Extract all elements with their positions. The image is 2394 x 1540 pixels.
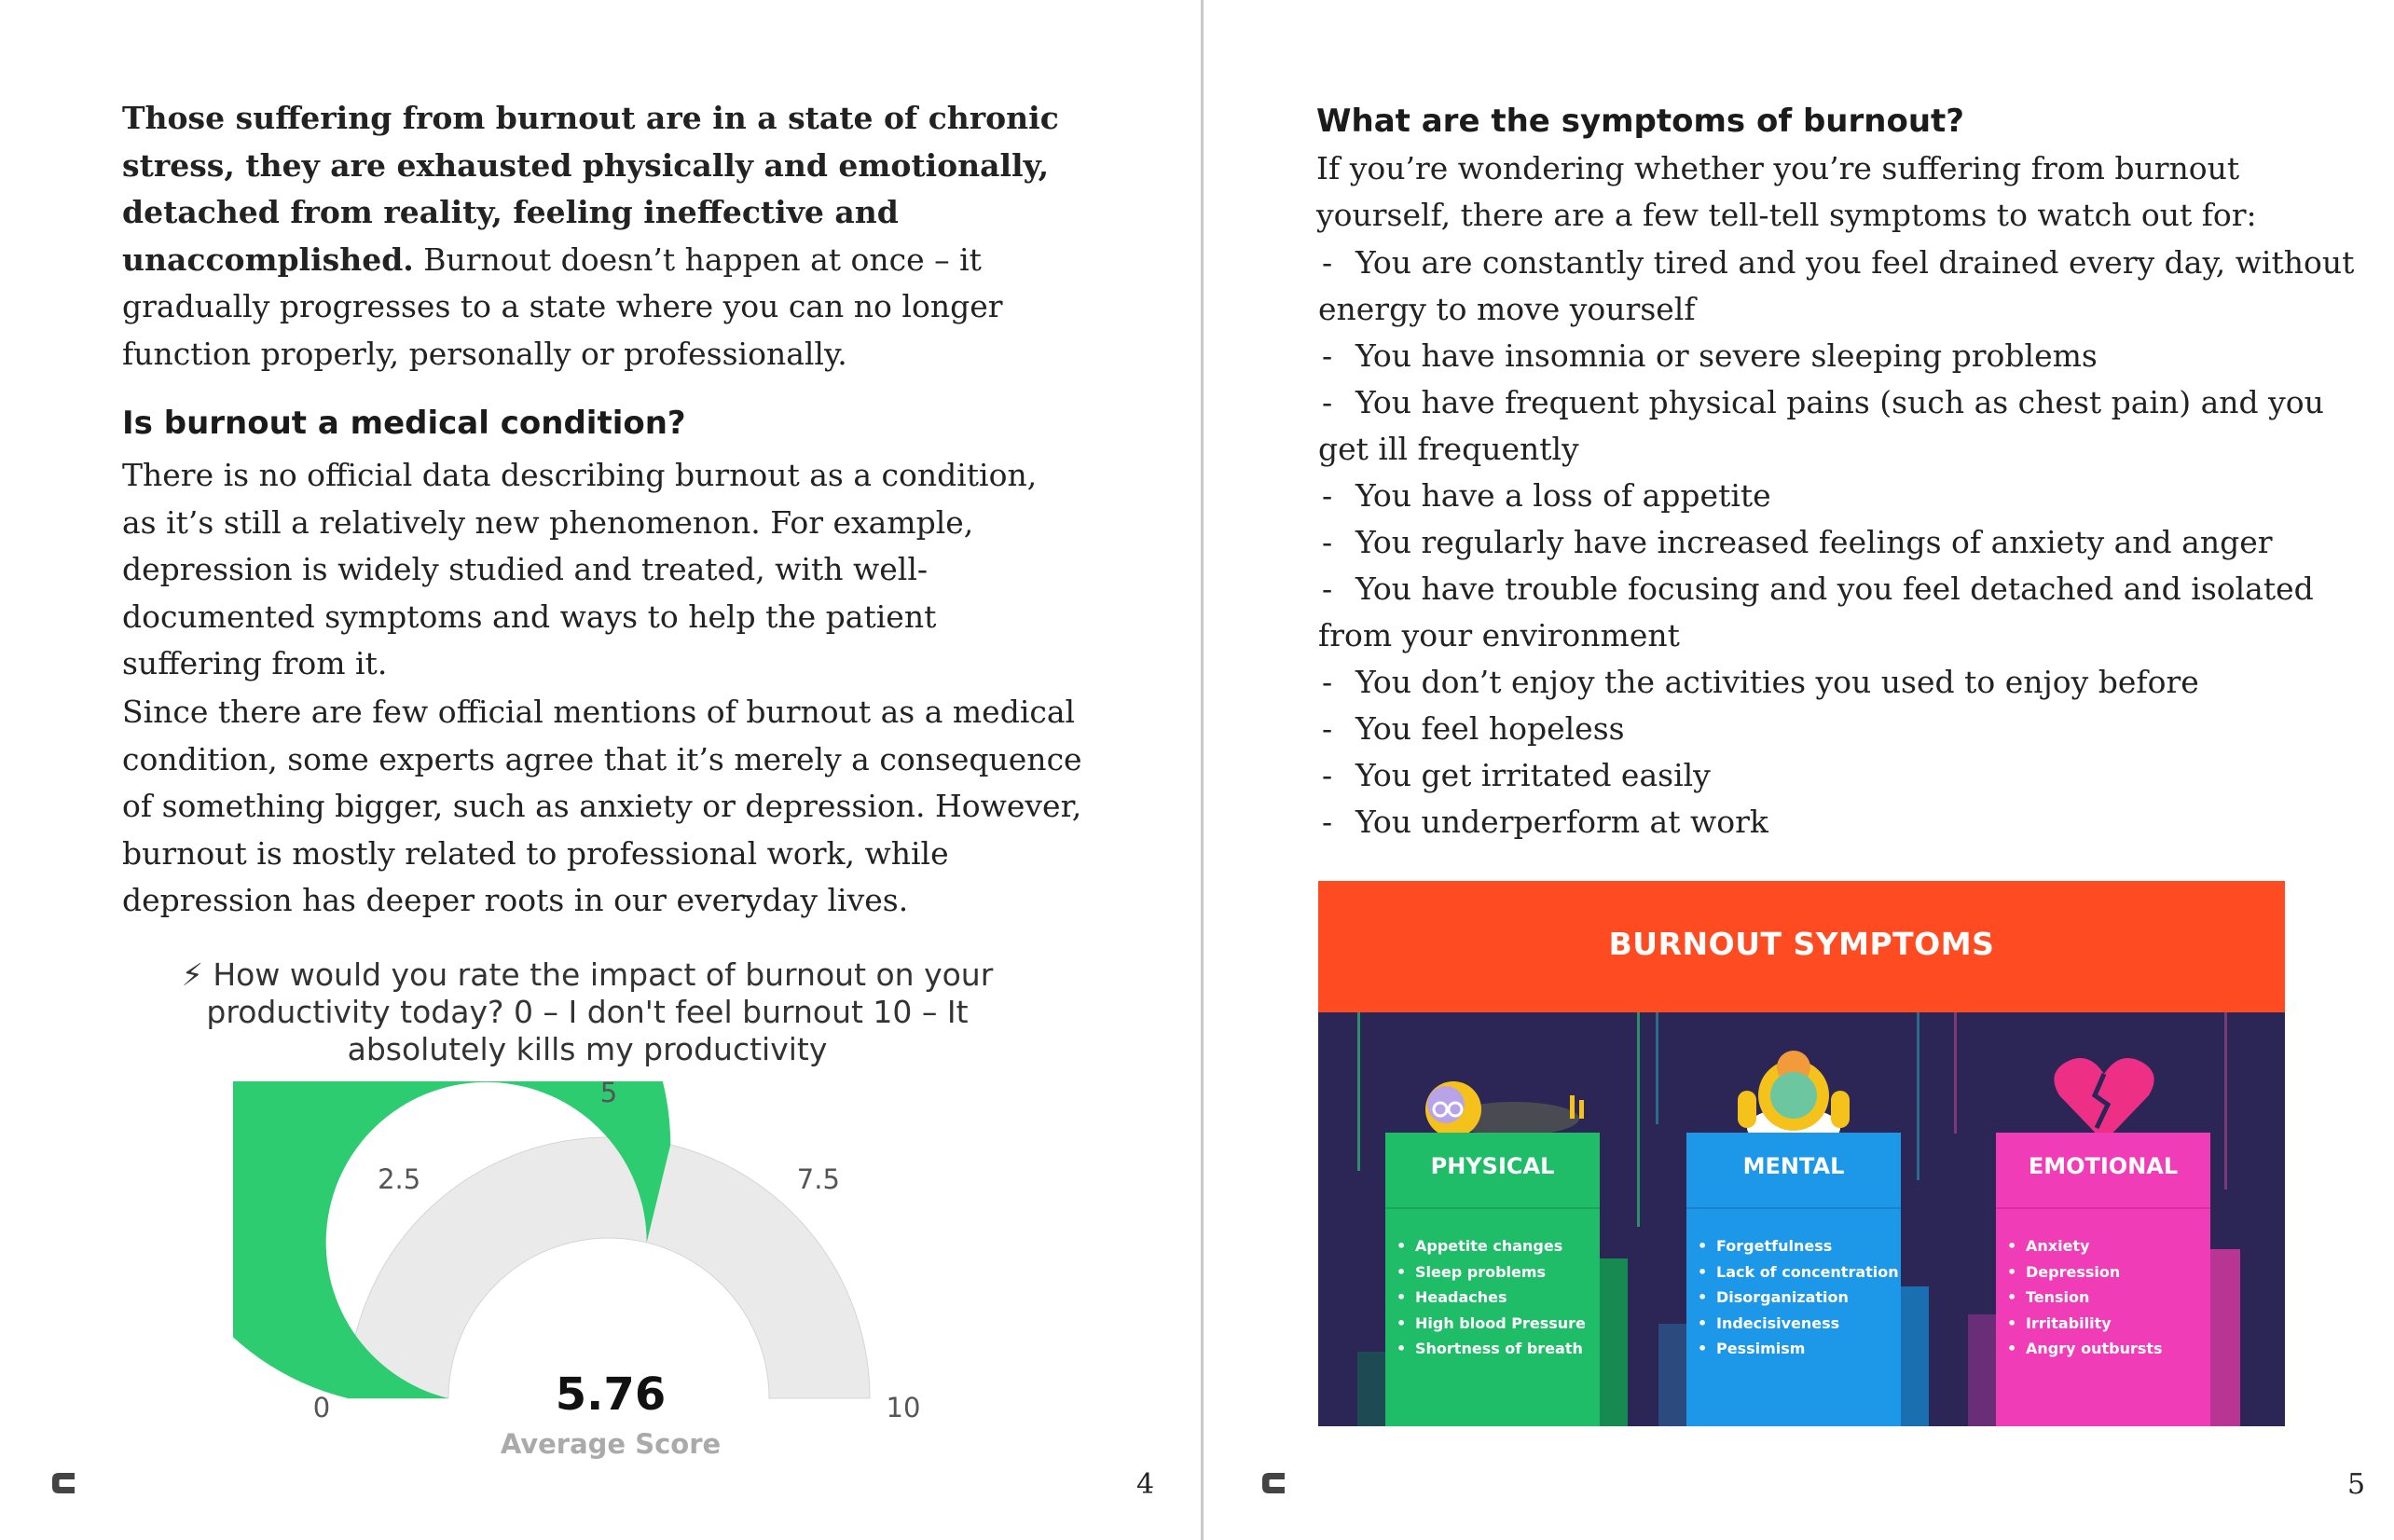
decorative-line [1357,1012,1360,1171]
gauge-score-value: 5.76 [555,1368,667,1421]
list-item: • Anxiety [2007,1233,2163,1259]
list-item: - You have trouble focusing and you feel detached and isolated from your environment [1318,571,2314,653]
gauge-tick-label: 7.5 [796,1163,840,1196]
gauge-tick-label: 2.5 [378,1163,421,1196]
list-item: • Irritability [2007,1311,2163,1337]
burnout-gauge-chart [233,1081,960,1473]
decorative-line [2224,1012,2227,1189]
gauge-track [348,1137,870,1398]
page-number: 4 [1136,1468,1155,1501]
list-item: • High blood Pressure [1396,1311,1586,1337]
brand-logo-icon [48,1467,80,1499]
list-item: - You are constantly tired and you feel drained every day, without energy to move yourself [1318,244,2355,327]
infographic-title: BURNOUT SYMPTOMS [1608,926,1995,962]
list-item: - You don’t enjoy the activities you used to enjoy before [1322,664,2199,700]
decorative-line [1656,1012,1658,1124]
right-page [1206,0,2394,1540]
symptom-items [1396,1233,1586,1362]
decorative-line [1917,1012,1919,1180]
decorative-line [1954,1012,1957,1134]
column-title: PHYSICAL [1430,1153,1555,1179]
list-item: • Pessimism [1698,1336,1899,1362]
list-item: - You feel hopeless [1322,710,1625,747]
list-item: • Headaches [1396,1285,1586,1311]
meditating-person-icon [1728,1044,1859,1147]
list-item: • Tension [2007,1285,2163,1311]
emotional-column [1996,1133,2210,1426]
decorative-bar [1658,1324,1686,1426]
list-item: • Sleep problems [1396,1259,1586,1286]
list-item: - You have insomnia or severe sleeping problems [1322,337,2098,374]
gauge-tick-label: 5 [599,1081,618,1108]
medical-condition-heading: Is burnout a medical condition? [122,405,686,442]
list-item: - You get irritated easily [1322,757,1711,793]
medical-paragraph-1: There is no official data describing burnout as a condition, as it’s still a relatively new phenomenon. For example, depression is widely studied and treated, with well-documented symptoms and ways to help the patient suffering from it. [122,457,1038,681]
symptom-items [2007,1233,2163,1362]
list-item: • Disorganization [1698,1285,1899,1311]
infographic-header [1318,881,2285,1012]
column-title: EMOTIONAL [2028,1153,2179,1179]
list-item: - You have frequent physical pains (such as chest pain) and you get ill frequently [1318,384,2324,467]
list-item: - You have a loss of appetite [1322,477,1771,514]
list-item: • Angry outbursts [2007,1336,2163,1362]
brand-logo-icon [1259,1467,1290,1499]
decorative-line [1637,1012,1640,1227]
column-divider [1686,1207,1901,1209]
list-item: • Indecisiveness [1698,1311,1899,1337]
medical-paragraph-2: Since there are few official mentions of burnout as a medical condition, some experts agree that it’s merely a consequence of something bigger, such as anxiety or depression. However, burnout is mostly related to professional work, while depression has deeper roots in our everyday lives. [122,694,1082,918]
burnout-symptoms-infographic [1318,881,2285,1426]
list-item: - You regularly have increased feelings of anxiety and anger [1322,524,2273,560]
list-item: - You underperform at work [1322,804,1768,840]
page-number: 5 [2347,1468,2366,1501]
physical-column [1385,1133,1600,1426]
symptoms-heading: What are the symptoms of burnout? [1316,103,1965,140]
decorative-bar [1357,1352,1385,1426]
column-divider [1996,1207,2210,1209]
intro-bold-text: Those suffering from burnout are in a state of chronic stress, they are exhausted physically and emotionally, detached from reality, feeling ineffective and unaccomplished. [122,100,1059,278]
intro-paragraph [122,95,1092,378]
decorative-bar [2210,1249,2240,1426]
gauge-tick-label: 0 [312,1392,331,1423]
intro-rest-text: Burnout doesn’t happen at once – it gradually progresses to a state where you can no longer function properly, personally or professionally. [122,241,1003,372]
symptom-list [1318,240,2372,846]
list-item: • Shortness of breath [1396,1336,1586,1362]
decorative-bar [1901,1286,1929,1426]
column-divider [1385,1207,1600,1209]
tired-person-icon [1407,1067,1593,1142]
list-item: • Depression [2007,1259,2163,1286]
gauge-question: ⚡ How would you rate the impact of burnout on your productivity today? 0 – I don't feel burnout 10 – It absolutely kills my productivity [181,956,994,1067]
column-title: MENTAL [1742,1153,1845,1179]
list-item: • Forgetfulness [1698,1233,1899,1259]
symptom-items [1698,1233,1899,1362]
list-item: • Lack of concentration [1698,1259,1899,1286]
decorative-bar [1600,1258,1628,1426]
gauge-score-caption: Average Score [500,1428,722,1460]
symptoms-intro: If you’re wondering whether you’re suffering from burnout yourself, there are a few tell-tell symptoms to watch out for: [1316,150,2257,233]
mental-column [1686,1133,1901,1426]
decorative-bar [1968,1314,1996,1426]
gauge-tick-label: 10 [886,1392,921,1423]
list-item: • Appetite changes [1396,1233,1586,1259]
